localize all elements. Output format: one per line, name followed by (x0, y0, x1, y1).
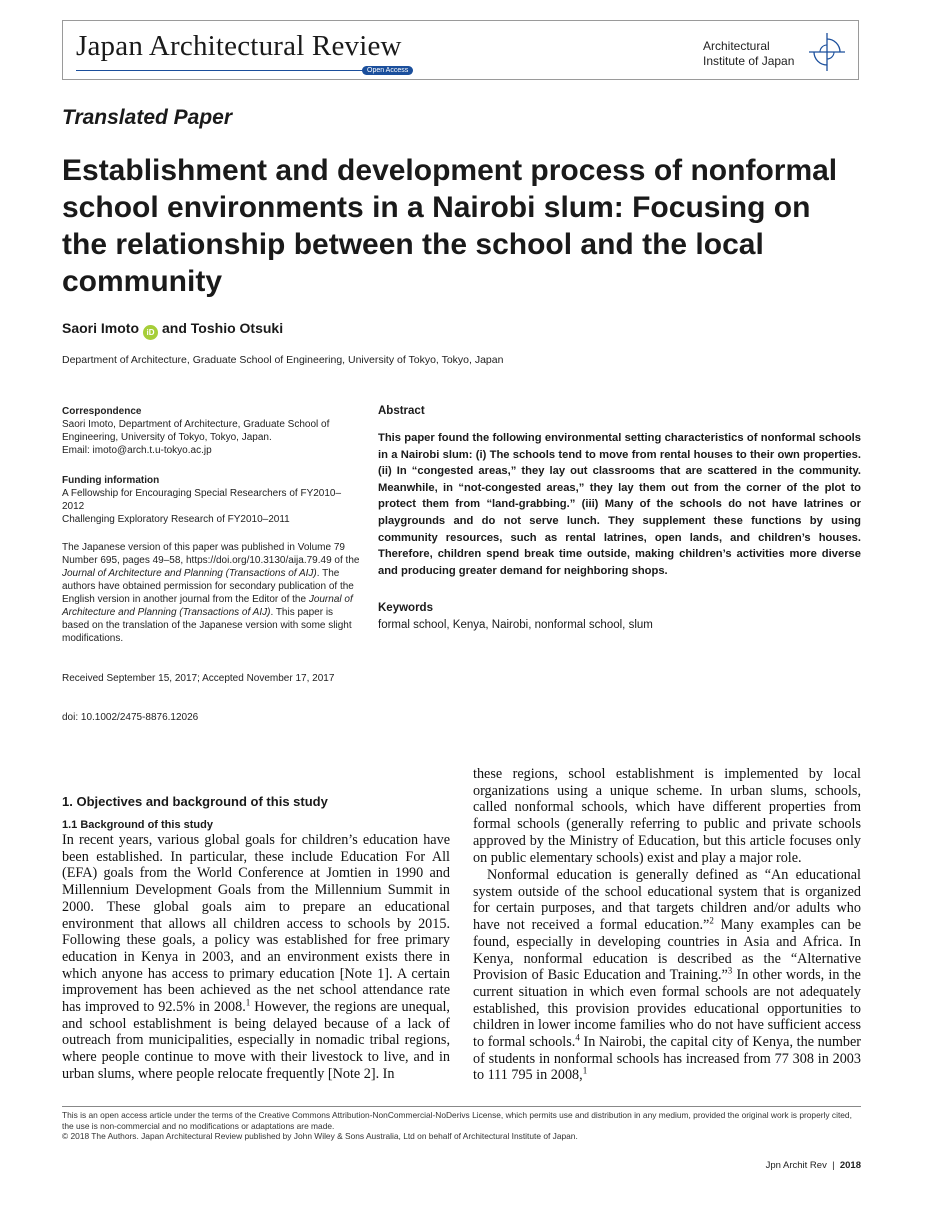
footnote-ref[interactable]: 1 (582, 1065, 588, 1076)
author-name: and Toshio Otsuki (162, 320, 284, 336)
body-text: In other words, in the current situation in which even formal schools are not adequately established, this provision provides educational opportunities to children in lower income families who do not have sufficient access to formal schools. (473, 967, 861, 1051)
note-text: . The authors have obtained permission for secondary publication of the English version in another journal from the Editor of the (62, 568, 354, 605)
body-text: However, the regions are unequal, and school establishment is being delayed because of a lack of outreach from municipalities, especially in nomadic tribal regions, where people continue to move with their livestock to live, and in urban slums, where people relocate frequently [Note 2]. In (62, 999, 450, 1082)
footer-separator: | (832, 1160, 835, 1171)
publication-year: 2018 (839, 1160, 861, 1171)
note-text: . This paper is based on the translation of the Japanese version with some slight modifications. (62, 607, 352, 644)
author-line (62, 320, 283, 340)
abstract-heading: Abstract (378, 405, 425, 417)
journal-abbreviation: Jpn Archit Rev (765, 1160, 827, 1171)
copyright-text: © 2018 The Authors. Japan Architectural Review published by John Wiley & Sons Australia, Ltd on behalf of Architectural Institute of Japan. (62, 1131, 578, 1141)
correspondence-block (62, 405, 362, 457)
body-text: Many examples can be found, especially in developing countries in Asia and Africa. In Kenya, nonformal education is described as the “Alternative Provision of Basic Education and Training.” (473, 917, 861, 984)
publisher-name-line2: Institute of Japan (703, 54, 795, 68)
japanese-version-note (62, 541, 362, 645)
body-text: Nonformal education is generally defined as “An educational system outside of the school educational system that is organized for certain purposes, and that targets children and/or adults who have not received a formal education.” (473, 867, 861, 934)
page-footer (700, 1160, 861, 1171)
doi-link[interactable]: doi: 10.1002/2475-8876.12026 (62, 712, 199, 723)
body-paragraph (62, 832, 450, 1083)
body-paragraph: these regions, school establishment is implemented by local organizations using a unique scheme. In urban slums, schools, called nonformal schools, which have different properties from formal schools (generally referring to public and private schools approved by the Ministry of Education, but this article focuses only on public elementary schools) exist and play a major role. (473, 766, 861, 866)
keywords-heading: Keywords (378, 602, 433, 614)
author-name: Saori Imoto (62, 320, 140, 336)
funding-heading: Funding information (62, 475, 160, 486)
correspondence-heading: Correspondence (62, 406, 142, 417)
paper-title: Establishment and development process of nonformal school environments in a Nairobi slum: Focusing on the relationship between the school and the local community (62, 154, 838, 298)
subsection-heading: 1.1 Background of this study (62, 819, 213, 831)
open-access-badge: Open Access (362, 66, 413, 75)
section-heading: 1. Objectives and background of this study (62, 794, 328, 809)
paper-type-label: Translated Paper (62, 106, 233, 129)
note-text: The Japanese version of this paper was published in Volume 79 Number 695, pages 49–58, https://doi.org/10.3130/aija.79.49 of the (62, 542, 360, 566)
footnote-ref[interactable]: 2 (709, 915, 714, 926)
aij-logo-icon (807, 31, 847, 73)
body-text: In Nairobi, the capital city of Kenya, the number of students in nonformal schools has increased from 77 308 in 2003 to 111 795 in 2008, (473, 1034, 862, 1084)
footnote-ref[interactable]: 1 (245, 997, 251, 1008)
body-paragraph (473, 867, 861, 1084)
body-text: In recent years, various global goals for children’s education have been established. In particular, these include Education For All (EFA) goals from the World Conference at Jomtien in 1990 and Millennium Development Goals from the Millennium Summit in 2000. These global goals aim to prepare an educational environment that allows all children access to schools by 2015. Following these goals, a policy was established for free primary education in Kenya in 2003, and an environment exists there in which anyone has access to primary education [Note 1]. A certain improvement has been achieved as the net school attendance rate has improved to 92.5% in 2008. (62, 832, 450, 1016)
funding-item: Challenging Exploratory Research of FY2010–2011 (62, 514, 290, 525)
footer-divider (62, 1106, 861, 1107)
funding-block (62, 474, 362, 526)
correspondence-email[interactable]: Email: imoto@arch.t.u-tokyo.ac.jp (62, 445, 212, 456)
affiliation: Department of Architecture, Graduate School of Engineering, University of Tokyo, Tokyo, Japan (62, 354, 504, 366)
journal-title: Japan Architectural Review (76, 30, 402, 62)
license-text: This is an open access article under the terms of the Creative Commons Attribution-NonCommercial-NoDerivs License, which permits use and distribution in any medium, provided the original work is properly cited, the use is non-commercial and no modifications or adaptations are made. (62, 1110, 852, 1131)
footnote-ref[interactable]: 3 (727, 965, 733, 976)
funding-item: A Fellowship for Encouraging Special Researchers of FY2010–2012 (62, 488, 342, 512)
journal-title-rule (76, 70, 411, 71)
orcid-icon[interactable]: iD (143, 325, 158, 340)
correspondence-address: Saori Imoto, Department of Architecture, Graduate School of Engineering, University of Tokyo, Tokyo, Japan. (62, 419, 330, 443)
journal-name: Journal of Architecture and Planning (Transactions of AIJ) (62, 568, 317, 579)
publisher-name (703, 39, 794, 69)
abstract-text: This paper found the following environmental setting characteristics of nonformal schools in a Nairobi slum: (i) The schools tend to move from rental houses to their own properties. (ii) In “congested areas,” they lay out classrooms that are scattered in the community. Meanwhile, in “not-congested areas,” they lay them out from the corner of the plot to protect them from “land-grabbing.” (iii) Many of the schools do not have latrines or playgrounds and do not serve lunch. They supplement these functions by using community resources, such as rental latrines, open lands, and children’s houses. Therefore, children spend break time outside, making children’s activities more diverse and producing greater demand for neighboring shops. (378, 432, 861, 577)
received-dates: Received September 15, 2017; Accepted November 17, 2017 (62, 673, 335, 684)
license-notice (62, 1110, 862, 1142)
publisher-name-line1: Architectural (703, 39, 770, 53)
keywords-list: formal school, Kenya, Nairobi, nonformal school, slum (378, 619, 653, 631)
journal-name: Journal of Architecture and Planning (Transactions of AIJ) (62, 594, 353, 618)
footnote-ref[interactable]: 4 (575, 1032, 580, 1043)
